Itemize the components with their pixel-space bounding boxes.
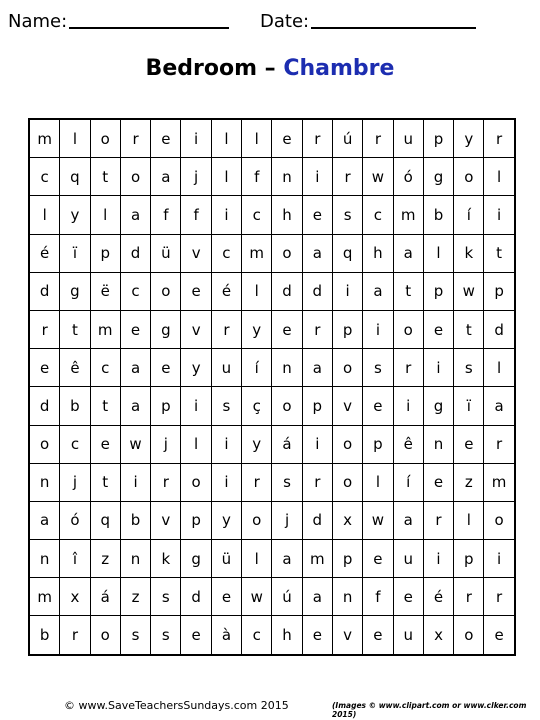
grid-cell[interactable]: v: [332, 616, 362, 655]
name-line[interactable]: [69, 8, 229, 29]
grid-cell[interactable]: i: [211, 463, 241, 501]
grid-cell[interactable]: r: [151, 463, 181, 501]
date-field[interactable]: [260, 8, 476, 32]
grid-cell[interactable]: e: [423, 463, 453, 501]
grid-cell[interactable]: a: [120, 387, 150, 425]
grid-cell[interactable]: ú: [332, 119, 362, 158]
grid-cell[interactable]: q: [90, 501, 120, 539]
grid-cell[interactable]: r: [302, 310, 332, 348]
grid-cell[interactable]: m: [242, 234, 272, 272]
grid-cell[interactable]: c: [242, 196, 272, 234]
grid-cell[interactable]: a: [120, 196, 150, 234]
name-label: Name:: [8, 11, 68, 32]
grid-cell[interactable]: g: [60, 272, 90, 310]
grid-cell[interactable]: e: [181, 272, 211, 310]
grid-cell[interactable]: w: [454, 272, 484, 310]
grid-cell[interactable]: r: [302, 119, 332, 158]
grid-cell[interactable]: c: [211, 234, 241, 272]
grid-cell[interactable]: l: [242, 540, 272, 578]
grid-cell[interactable]: r: [454, 578, 484, 616]
grid-cell[interactable]: z: [90, 540, 120, 578]
grid-cell[interactable]: i: [181, 387, 211, 425]
grid-cell[interactable]: j: [151, 425, 181, 463]
grid-cell[interactable]: u: [393, 616, 423, 655]
grid-cell[interactable]: o: [484, 501, 515, 539]
grid-cell[interactable]: u: [393, 119, 423, 158]
grid-cell[interactable]: g: [151, 310, 181, 348]
grid-cell[interactable]: r: [484, 119, 515, 158]
grid-cell[interactable]: m: [90, 310, 120, 348]
grid-cell[interactable]: p: [332, 310, 362, 348]
grid-cell[interactable]: e: [423, 310, 453, 348]
grid-cell[interactable]: ê: [60, 349, 90, 387]
title-french: Chambre: [283, 56, 395, 81]
grid-row: [29, 501, 515, 539]
grid-cell[interactable]: e: [211, 578, 241, 616]
grid-cell[interactable]: f: [363, 578, 393, 616]
grid-cell[interactable]: y: [211, 501, 241, 539]
grid-cell[interactable]: d: [272, 272, 302, 310]
grid-cell[interactable]: s: [332, 196, 362, 234]
grid-cell[interactable]: w: [363, 501, 393, 539]
grid-cell[interactable]: t: [484, 234, 515, 272]
grid-cell[interactable]: g: [423, 158, 453, 196]
grid-cell[interactable]: w: [242, 578, 272, 616]
grid-cell[interactable]: l: [211, 158, 241, 196]
grid-cell[interactable]: k: [151, 540, 181, 578]
grid-cell[interactable]: ë: [90, 272, 120, 310]
grid-cell[interactable]: n: [272, 158, 302, 196]
grid-cell[interactable]: f: [242, 158, 272, 196]
grid-cell[interactable]: q: [332, 234, 362, 272]
grid-cell[interactable]: c: [90, 349, 120, 387]
grid-row: [29, 234, 515, 272]
grid-row: [29, 616, 515, 655]
grid-cell[interactable]: b: [60, 387, 90, 425]
grid-cell[interactable]: l: [60, 119, 90, 158]
grid-cell[interactable]: p: [423, 272, 453, 310]
grid-cell[interactable]: é: [211, 272, 241, 310]
grid-row: [29, 310, 515, 348]
grid-cell[interactable]: u: [393, 540, 423, 578]
grid-cell[interactable]: t: [90, 463, 120, 501]
grid-cell[interactable]: c: [120, 272, 150, 310]
grid-cell[interactable]: l: [90, 196, 120, 234]
grid-cell[interactable]: i: [484, 540, 515, 578]
grid-cell[interactable]: r: [363, 119, 393, 158]
grid-cell[interactable]: a: [484, 387, 515, 425]
grid-cell[interactable]: a: [302, 234, 332, 272]
grid-cell[interactable]: l: [181, 425, 211, 463]
grid-row: [29, 425, 515, 463]
grid-cell[interactable]: i: [423, 540, 453, 578]
grid-cell[interactable]: e: [29, 349, 60, 387]
grid-cell[interactable]: v: [181, 234, 211, 272]
grid-cell[interactable]: i: [393, 387, 423, 425]
grid-cell[interactable]: ü: [151, 234, 181, 272]
grid-cell[interactable]: l: [484, 158, 515, 196]
grid-cell[interactable]: p: [363, 425, 393, 463]
grid-cell[interactable]: o: [90, 119, 120, 158]
grid-cell[interactable]: r: [484, 425, 515, 463]
grid-cell[interactable]: l: [211, 119, 241, 158]
grid-cell[interactable]: o: [242, 501, 272, 539]
grid-row: [29, 349, 515, 387]
grid-cell[interactable]: ú: [272, 578, 302, 616]
grid-cell[interactable]: f: [181, 196, 211, 234]
grid-cell[interactable]: e: [393, 578, 423, 616]
grid-cell[interactable]: e: [120, 310, 150, 348]
grid-cell[interactable]: x: [60, 578, 90, 616]
grid-cell[interactable]: x: [423, 616, 453, 655]
grid-cell[interactable]: p: [302, 387, 332, 425]
grid-cell[interactable]: c: [242, 616, 272, 655]
grid-cell[interactable]: á: [272, 425, 302, 463]
grid-cell[interactable]: s: [454, 349, 484, 387]
grid-cell[interactable]: k: [454, 234, 484, 272]
grid-cell[interactable]: t: [90, 158, 120, 196]
grid-cell[interactable]: e: [151, 119, 181, 158]
grid-cell[interactable]: i: [363, 310, 393, 348]
grid-cell[interactable]: a: [393, 501, 423, 539]
grid-cell[interactable]: a: [363, 272, 393, 310]
grid-cell[interactable]: s: [363, 349, 393, 387]
grid-cell[interactable]: s: [120, 616, 150, 655]
grid-cell[interactable]: e: [302, 616, 332, 655]
grid-cell[interactable]: i: [181, 119, 211, 158]
grid-cell[interactable]: d: [302, 501, 332, 539]
grid-cell[interactable]: g: [181, 540, 211, 578]
grid-cell[interactable]: o: [393, 310, 423, 348]
grid-cell[interactable]: m: [302, 540, 332, 578]
grid-cell[interactable]: à: [211, 616, 241, 655]
grid-cell[interactable]: s: [151, 616, 181, 655]
grid-cell[interactable]: y: [454, 119, 484, 158]
grid-cell[interactable]: é: [423, 578, 453, 616]
grid-cell[interactable]: r: [423, 501, 453, 539]
grid-cell[interactable]: l: [484, 349, 515, 387]
grid-cell[interactable]: l: [242, 119, 272, 158]
grid-cell[interactable]: i: [211, 196, 241, 234]
grid-cell[interactable]: í: [454, 196, 484, 234]
grid-cell[interactable]: s: [211, 387, 241, 425]
grid-cell[interactable]: q: [60, 158, 90, 196]
grid-cell[interactable]: s: [151, 578, 181, 616]
grid-cell[interactable]: r: [332, 158, 362, 196]
grid-cell[interactable]: î: [60, 540, 90, 578]
grid-cell[interactable]: g: [423, 387, 453, 425]
grid-cell[interactable]: e: [454, 425, 484, 463]
grid-cell[interactable]: i: [332, 272, 362, 310]
word-search-grid: [28, 118, 516, 656]
grid-cell[interactable]: o: [181, 463, 211, 501]
grid-cell[interactable]: n: [29, 540, 60, 578]
grid-cell[interactable]: l: [29, 196, 60, 234]
grid-cell[interactable]: b: [120, 501, 150, 539]
grid-cell[interactable]: z: [120, 578, 150, 616]
grid-cell[interactable]: o: [332, 349, 362, 387]
grid-row: [29, 463, 515, 501]
grid-cell[interactable]: o: [332, 463, 362, 501]
grid-cell[interactable]: ü: [211, 540, 241, 578]
grid-row: [29, 119, 515, 158]
grid-cell[interactable]: b: [29, 616, 60, 655]
grid-cell[interactable]: c: [363, 196, 393, 234]
grid-row: [29, 540, 515, 578]
grid-cell[interactable]: e: [272, 119, 302, 158]
grid-cell[interactable]: e: [363, 540, 393, 578]
grid-cell[interactable]: e: [363, 616, 393, 655]
grid-cell[interactable]: a: [120, 349, 150, 387]
grid-cell[interactable]: i: [302, 425, 332, 463]
grid-cell[interactable]: a: [302, 578, 332, 616]
grid-cell[interactable]: i: [302, 158, 332, 196]
grid-cell[interactable]: ó: [393, 158, 423, 196]
grid-cell[interactable]: e: [181, 616, 211, 655]
grid-cell[interactable]: r: [120, 119, 150, 158]
grid-cell[interactable]: o: [272, 234, 302, 272]
grid-cell[interactable]: t: [60, 310, 90, 348]
grid-cell[interactable]: v: [181, 310, 211, 348]
grid-cell[interactable]: t: [393, 272, 423, 310]
grid-cell[interactable]: m: [393, 196, 423, 234]
grid-cell[interactable]: o: [454, 158, 484, 196]
grid-cell[interactable]: r: [60, 616, 90, 655]
grid-cell[interactable]: m: [29, 119, 60, 158]
grid-cell[interactable]: n: [29, 463, 60, 501]
grid-cell[interactable]: y: [242, 425, 272, 463]
grid-cell[interactable]: w: [363, 158, 393, 196]
grid-cell[interactable]: o: [151, 272, 181, 310]
grid-cell[interactable]: y: [242, 310, 272, 348]
grid-cell[interactable]: t: [454, 310, 484, 348]
grid-cell[interactable]: a: [29, 501, 60, 539]
grid-cell[interactable]: w: [120, 425, 150, 463]
grid-cell[interactable]: u: [211, 349, 241, 387]
grid-row: [29, 196, 515, 234]
grid-cell[interactable]: l: [423, 234, 453, 272]
grid-row: [29, 158, 515, 196]
grid-cell[interactable]: l: [363, 463, 393, 501]
grid-cell[interactable]: d: [181, 578, 211, 616]
grid-cell[interactable]: í: [393, 463, 423, 501]
grid-row: [29, 387, 515, 425]
grid-cell[interactable]: t: [90, 387, 120, 425]
grid-cell[interactable]: j: [272, 501, 302, 539]
grid-cell[interactable]: s: [272, 463, 302, 501]
grid-cell[interactable]: d: [120, 234, 150, 272]
grid-cell[interactable]: e: [302, 196, 332, 234]
grid-cell[interactable]: m: [484, 463, 515, 501]
grid-cell[interactable]: h: [363, 234, 393, 272]
grid-cell[interactable]: á: [90, 578, 120, 616]
grid-cell[interactable]: o: [272, 387, 302, 425]
grid-cell[interactable]: e: [484, 616, 515, 655]
grid-cell[interactable]: l: [242, 272, 272, 310]
grid-cell[interactable]: j: [181, 158, 211, 196]
grid-cell[interactable]: r: [393, 349, 423, 387]
grid-cell[interactable]: i: [211, 425, 241, 463]
grid-cell[interactable]: b: [423, 196, 453, 234]
grid-cell[interactable]: v: [151, 501, 181, 539]
page-title: [0, 56, 540, 81]
grid-cell[interactable]: a: [151, 158, 181, 196]
grid-cell[interactable]: o: [332, 425, 362, 463]
grid-cell[interactable]: r: [29, 310, 60, 348]
grid-cell[interactable]: r: [242, 463, 272, 501]
date-label: Date:: [260, 11, 310, 32]
grid-cell[interactable]: h: [272, 196, 302, 234]
grid-cell[interactable]: ç: [242, 387, 272, 425]
grid-cell[interactable]: o: [90, 616, 120, 655]
grid-cell[interactable]: ï: [60, 234, 90, 272]
grid-cell[interactable]: d: [29, 387, 60, 425]
grid-cell[interactable]: í: [242, 349, 272, 387]
date-line[interactable]: [311, 8, 476, 29]
grid-cell[interactable]: j: [60, 463, 90, 501]
grid-cell[interactable]: r: [211, 310, 241, 348]
grid-cell[interactable]: o: [29, 425, 60, 463]
grid-cell[interactable]: n: [272, 349, 302, 387]
grid-cell[interactable]: m: [29, 578, 60, 616]
image-credit: (Images © www.clipart.com or www.clker.com 2015): [332, 701, 527, 719]
grid-cell[interactable]: p: [454, 540, 484, 578]
grid-cell[interactable]: a: [272, 540, 302, 578]
header: [8, 8, 532, 36]
grid-cell[interactable]: a: [302, 349, 332, 387]
grid-cell[interactable]: n: [120, 540, 150, 578]
grid-cell[interactable]: o: [120, 158, 150, 196]
grid-cell[interactable]: x: [332, 501, 362, 539]
grid-cell[interactable]: a: [393, 234, 423, 272]
grid-cell[interactable]: p: [181, 501, 211, 539]
name-field[interactable]: [8, 8, 229, 32]
grid-cell[interactable]: c: [60, 425, 90, 463]
grid-cell[interactable]: e: [151, 349, 181, 387]
copyright-text: © www.SaveTeachersSundays.com 2015: [64, 699, 289, 712]
grid-cell[interactable]: é: [29, 234, 60, 272]
title-english: Bedroom: [145, 56, 257, 81]
grid-cell[interactable]: p: [332, 540, 362, 578]
grid-cell[interactable]: p: [423, 119, 453, 158]
grid-cell[interactable]: i: [423, 349, 453, 387]
grid-cell[interactable]: d: [302, 272, 332, 310]
grid-row: [29, 272, 515, 310]
grid-cell[interactable]: p: [151, 387, 181, 425]
grid-cell[interactable]: i: [120, 463, 150, 501]
grid-cell[interactable]: e: [272, 310, 302, 348]
grid-cell[interactable]: l: [454, 501, 484, 539]
grid-cell[interactable]: ó: [60, 501, 90, 539]
grid-cell[interactable]: v: [332, 387, 362, 425]
grid-cell[interactable]: p: [484, 272, 515, 310]
grid-cell[interactable]: e: [90, 425, 120, 463]
grid-cell[interactable]: o: [454, 616, 484, 655]
grid-cell[interactable]: z: [454, 463, 484, 501]
grid-cell[interactable]: ï: [454, 387, 484, 425]
title-separator: –: [264, 56, 276, 81]
grid-cell[interactable]: c: [29, 158, 60, 196]
grid-cell[interactable]: r: [302, 463, 332, 501]
grid-cell[interactable]: d: [29, 272, 60, 310]
grid-cell[interactable]: r: [484, 578, 515, 616]
grid-cell[interactable]: y: [181, 349, 211, 387]
grid-cell[interactable]: e: [363, 387, 393, 425]
grid-cell[interactable]: ê: [393, 425, 423, 463]
grid-cell[interactable]: d: [484, 310, 515, 348]
grid-cell[interactable]: n: [423, 425, 453, 463]
grid-row: [29, 578, 515, 616]
grid-cell[interactable]: h: [272, 616, 302, 655]
grid-cell[interactable]: n: [332, 578, 362, 616]
grid-cell[interactable]: i: [484, 196, 515, 234]
grid-cell[interactable]: f: [151, 196, 181, 234]
grid-cell[interactable]: y: [60, 196, 90, 234]
grid-cell[interactable]: p: [90, 234, 120, 272]
